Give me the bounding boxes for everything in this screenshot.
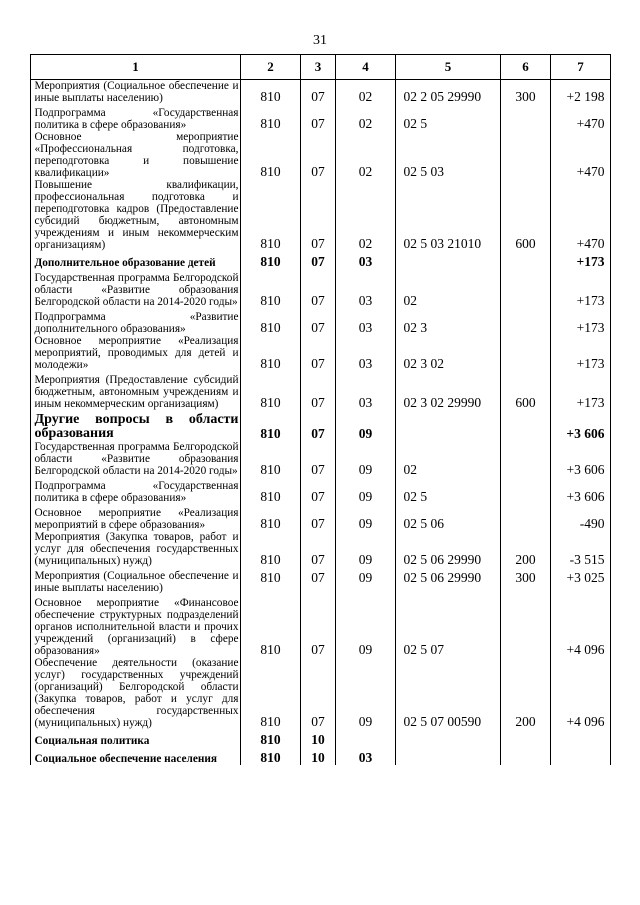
subsection-code: 03 (358, 395, 373, 410)
row-description (31, 410, 241, 441)
target-article-code: 02 3 02 (403, 356, 444, 371)
page-number: 31 (313, 33, 327, 48)
table-row (31, 371, 611, 410)
ministry-code: 810 (260, 236, 281, 251)
column-header: 4 (336, 55, 396, 80)
description-text: Социальная политика (34, 735, 150, 747)
table-row (31, 504, 611, 531)
subsection-code (336, 729, 396, 747)
table-row (31, 179, 611, 251)
target-article-code: 02 3 02 29990 (403, 395, 482, 410)
table-row (31, 531, 611, 567)
row-description (31, 504, 241, 531)
table-row (31, 269, 611, 308)
row-description (31, 477, 241, 504)
row-description (31, 371, 241, 410)
row-description (31, 335, 241, 371)
column-rule (300, 54, 301, 765)
description-text: Подпрограмма «Государственная политика в сфере образования» (34, 480, 239, 504)
table-row (31, 251, 611, 269)
ministry-code: 810 (260, 293, 281, 308)
column-rule (335, 54, 336, 765)
section-code: 07 (311, 642, 325, 657)
expense-type-code: 600 (515, 236, 536, 251)
table-row (31, 477, 611, 504)
amount-value: -490 (579, 516, 605, 531)
expense-type-code (501, 269, 551, 308)
ministry-code: 810 (260, 516, 281, 531)
ministry-code: 810 (260, 426, 281, 441)
expense-type-code: 300 (515, 89, 536, 104)
amount-value: +470 (576, 116, 605, 131)
row-description (31, 531, 241, 567)
row-description (31, 179, 241, 251)
description-text: Подпрограмма «Развитие дополнительного образования» (34, 311, 239, 335)
subsection-code: 09 (358, 714, 373, 729)
amount-value: +173 (576, 320, 605, 335)
table-row (31, 657, 611, 729)
expense-type-code (501, 504, 551, 531)
description-text: Мероприятия (Социальное обеспечение и иные выплаты населению) (34, 570, 239, 594)
table-row (31, 729, 611, 747)
row-description (31, 441, 241, 477)
table-row (31, 131, 611, 179)
column-rule (395, 54, 396, 765)
table-row (31, 104, 611, 131)
target-article-code (396, 729, 501, 747)
target-article-code: 02 2 05 29990 (403, 89, 482, 104)
subsection-code: 03 (358, 750, 373, 765)
column-rule (610, 54, 611, 765)
table-body (31, 80, 611, 766)
ministry-code: 810 (260, 164, 281, 179)
subsection-code: 09 (358, 642, 373, 657)
row-description (31, 747, 241, 765)
expense-type-code (501, 747, 551, 765)
expense-type-code (501, 729, 551, 747)
subsection-code: 03 (358, 320, 373, 335)
description-text: Дополнительное образование детей (34, 257, 216, 269)
target-article-code: 02 5 (403, 489, 428, 504)
column-header: 5 (396, 55, 501, 80)
ministry-code: 810 (260, 750, 281, 765)
subsection-code: 09 (358, 552, 373, 567)
table-row (31, 335, 611, 371)
target-article-code: 02 5 03 21010 (403, 236, 482, 251)
column-header: 1 (31, 55, 241, 80)
row-description (31, 308, 241, 335)
section-code: 07 (311, 395, 325, 410)
subsection-code: 02 (358, 116, 373, 131)
amount-value: +3 025 (566, 570, 605, 585)
row-description (31, 269, 241, 308)
expense-type-code (501, 104, 551, 131)
section-code: 10 (311, 750, 325, 765)
row-description (31, 594, 241, 657)
description-text: Основное мероприятие «Профессиональная подготовка, переподготовка и повышение квалификации» (34, 131, 239, 179)
ministry-code: 810 (260, 395, 281, 410)
table-row (31, 80, 611, 105)
expense-type-code (501, 308, 551, 335)
column-rule (30, 54, 31, 765)
description-text: Подпрограмма «Государственная политика в сфере образования» (34, 107, 239, 131)
amount-value: +4 096 (566, 714, 605, 729)
amount-value (551, 747, 611, 765)
subsection-code: 09 (358, 489, 373, 504)
subsection-code: 02 (358, 236, 373, 251)
section-code: 07 (311, 116, 325, 131)
column-header: 2 (241, 55, 301, 80)
column-header: 7 (551, 55, 611, 80)
target-article-code: 02 5 07 00590 (403, 714, 482, 729)
subsection-code: 02 (358, 89, 373, 104)
table-row (31, 308, 611, 335)
amount-value: +173 (576, 395, 605, 410)
section-code: 10 (311, 732, 325, 747)
table-row (31, 410, 611, 441)
amount-value: +2 198 (566, 89, 605, 104)
amount-value: +470 (576, 236, 605, 251)
expense-type-code: 300 (515, 570, 536, 585)
section-code: 07 (311, 236, 325, 251)
amount-value: +470 (576, 164, 605, 179)
target-article-code: 02 3 (403, 320, 428, 335)
expense-type-code: 200 (515, 714, 536, 729)
column-rule (550, 54, 551, 765)
subsection-code: 02 (358, 164, 373, 179)
ministry-code: 810 (260, 732, 281, 747)
ministry-code: 810 (260, 254, 281, 269)
amount-value: +4 096 (566, 642, 605, 657)
section-code: 07 (311, 552, 325, 567)
subsection-code: 09 (358, 426, 373, 441)
target-article-code: 02 5 07 (403, 642, 444, 657)
target-article-code: 02 5 06 (403, 516, 444, 531)
amount-value: +3 606 (566, 426, 605, 441)
amount-value: +3 606 (566, 462, 605, 477)
row-description (31, 131, 241, 179)
section-code: 07 (311, 320, 325, 335)
section-code: 07 (311, 89, 325, 104)
row-description (31, 104, 241, 131)
description-text: Основное мероприятие «Реализация мероприятий, проводимых для детей и молодежи» (34, 335, 239, 371)
ministry-code: 810 (260, 714, 281, 729)
expense-type-code (501, 131, 551, 179)
column-header: 6 (501, 55, 551, 80)
description-text: Государственная программа Белгородской области «Развитие образования Белгородской области на 2014-2020 годы» (34, 272, 239, 308)
target-article-code (396, 251, 501, 269)
section-code: 07 (311, 570, 325, 585)
description-text: Государственная программа Белгородской области «Развитие образования Белгородской области на 2014-2020 годы» (34, 441, 239, 477)
amount-value: +173 (576, 356, 605, 371)
subsection-code: 09 (358, 462, 373, 477)
table-row (31, 441, 611, 477)
amount-value: +173 (576, 293, 605, 308)
ministry-code: 810 (260, 570, 281, 585)
expense-type-code (501, 441, 551, 477)
ministry-code: 810 (260, 320, 281, 335)
section-code: 07 (311, 462, 325, 477)
section-code: 07 (311, 254, 325, 269)
description-text: Повышение квалификации, профессиональная подготовка и переподготовка кадров (Предоставление субсидий бюджетным, автономным учреждениям и иным некоммерческим организациям) (34, 179, 239, 251)
ministry-code: 810 (260, 552, 281, 567)
ministry-code: 810 (260, 642, 281, 657)
section-code: 07 (311, 426, 325, 441)
description-text: Социальное обеспечение населения (34, 753, 217, 765)
budget-table (30, 54, 611, 765)
section-code: 07 (311, 293, 325, 308)
description-text: Другие вопросы в области образования (34, 412, 239, 441)
ministry-code: 810 (260, 462, 281, 477)
table-row (31, 567, 611, 594)
section-code: 07 (311, 356, 325, 371)
expense-type-code (501, 251, 551, 269)
target-article-code (396, 410, 501, 441)
row-description (31, 567, 241, 594)
column-header: 3 (301, 55, 336, 80)
column-rule (500, 54, 501, 765)
table-row (31, 594, 611, 657)
subsection-code: 03 (358, 254, 373, 269)
row-description (31, 657, 241, 729)
table-row (31, 747, 611, 765)
target-article-code (396, 747, 501, 765)
description-text: Обеспечение деятельности (оказание услуг) государственных учреждений (организаций) Белгородской области (Закупка товаров, работ и услуг для обеспечения государственных (муниципальных) нужд) (34, 657, 239, 729)
description-text: Основное мероприятие «Финансовое обеспечение структурных подразделений органов исполнительной власти и прочих учреждений (организаций) в сфере образования» (34, 597, 239, 657)
column-rule (240, 54, 241, 765)
description-text: Мероприятия (Закупка товаров, работ и услуг для обеспечения государственных (муниципальных) нужд) (34, 531, 239, 567)
amount-value: -3 515 (569, 552, 605, 567)
target-article-code: 02 5 03 (403, 164, 444, 179)
ministry-code: 810 (260, 89, 281, 104)
description-text: Мероприятия (Социальное обеспечение и иные выплаты населению) (34, 80, 239, 104)
expense-type-code (501, 594, 551, 657)
expense-type-code (501, 335, 551, 371)
section-code: 07 (311, 489, 325, 504)
expense-type-code (501, 477, 551, 504)
target-article-code: 02 5 (403, 116, 428, 131)
description-text: Основное мероприятие «Реализация мероприятий в сфере образования» (34, 507, 239, 531)
expense-type-code: 200 (515, 552, 536, 567)
target-article-code: 02 5 06 29990 (403, 552, 482, 567)
subsection-code: 09 (358, 516, 373, 531)
subsection-code: 09 (358, 570, 373, 585)
description-text: Мероприятия (Предоставление субсидий бюджетным, автономным учреждениям и иным некоммерческим организациям) (34, 374, 239, 410)
row-description (31, 729, 241, 747)
target-article-code: 02 5 06 29990 (403, 570, 482, 585)
section-code: 07 (311, 164, 325, 179)
row-description (31, 251, 241, 269)
ministry-code: 810 (260, 356, 281, 371)
ministry-code: 810 (260, 489, 281, 504)
target-article-code: 02 (403, 462, 417, 477)
amount-value: +3 606 (566, 489, 605, 504)
row-description (31, 80, 241, 105)
amount-value (551, 729, 611, 747)
subsection-code: 03 (358, 356, 373, 371)
section-code: 07 (311, 516, 325, 531)
table-header-row (31, 55, 611, 80)
amount-value: +173 (576, 254, 605, 269)
ministry-code: 810 (260, 116, 281, 131)
expense-type-code (501, 410, 551, 441)
section-code: 07 (311, 714, 325, 729)
expense-type-code: 600 (515, 395, 536, 410)
target-article-code: 02 (403, 293, 417, 308)
subsection-code: 03 (358, 293, 373, 308)
